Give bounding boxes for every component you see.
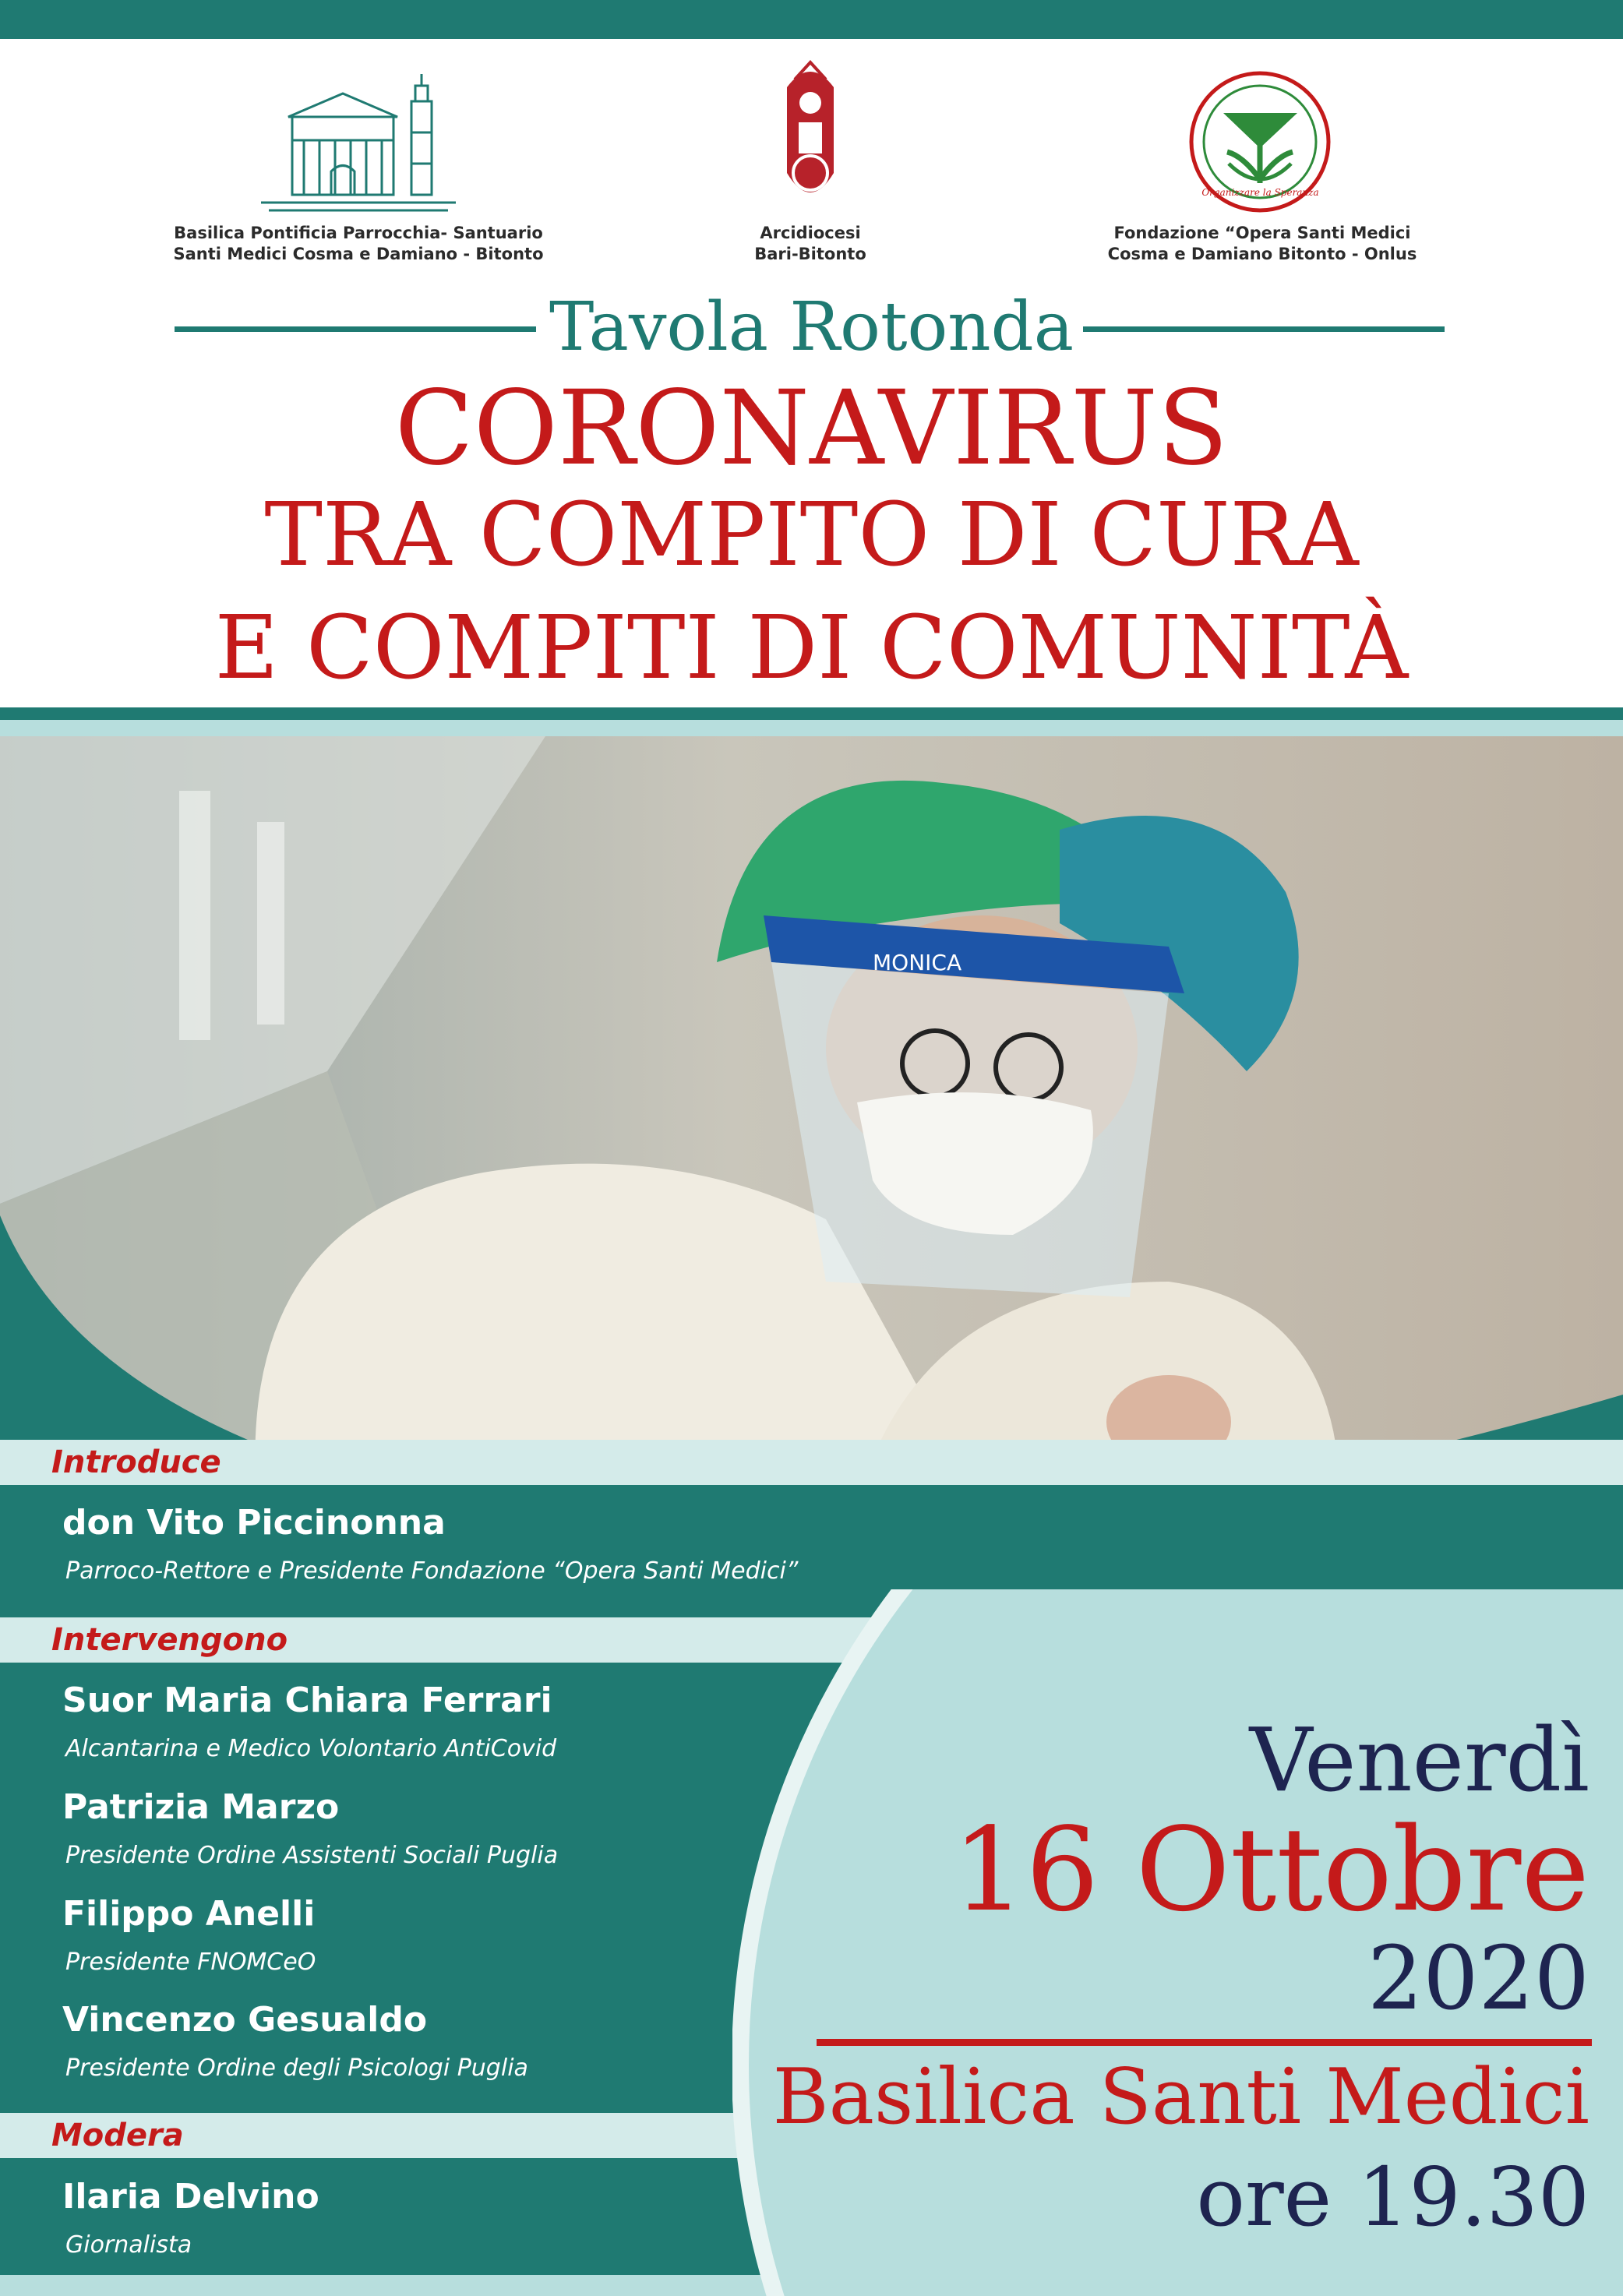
introducer-name: don Vito Piccinonna <box>62 1503 446 1543</box>
basilica-icon <box>257 70 460 218</box>
speaker-role: Presidente FNOMCeO <box>65 1949 316 1976</box>
moderator-role: Giornalista <box>65 2231 192 2259</box>
event-date: 16 Ottobre <box>952 1803 1589 1937</box>
speaker-name: Suor Maria Chiara Ferrari <box>62 1681 552 1720</box>
basilica-caption <box>156 223 561 265</box>
event-time: ore 19.30 <box>1196 2150 1589 2245</box>
foundation-caption-line-1: Fondazione “Opera Santi Medici <box>1113 224 1411 242</box>
moderator-label: Modera <box>51 2118 184 2153</box>
shield-label: MONICA <box>873 950 962 975</box>
title-line-2: TRA COMPITO DI CURA <box>264 485 1359 586</box>
moderator-name: Ilaria Delvino <box>62 2177 319 2217</box>
title-separator-light-band <box>0 720 1623 736</box>
event-weekday: Venerdì <box>1249 1710 1589 1811</box>
top-bar <box>0 0 1623 39</box>
basilica-logo <box>257 70 460 218</box>
speaker-name: Vincenzo Gesualdo <box>62 2000 428 2040</box>
speaker-role: Alcantarina e Medico Volontario AntiCovid <box>65 1735 557 1762</box>
speaker-role: Presidente Ordine Assistenti Sociali Puglia <box>65 1842 559 1869</box>
introduce-label: Introduce <box>51 1444 221 1480</box>
foundation-motto: Organizzare la Speranza <box>1201 187 1319 198</box>
foundation-caption-line-2: Cosma e Damiano Bitonto - Onlus <box>1107 245 1417 263</box>
title-line-1: CORONAVIRUS <box>394 369 1229 488</box>
speakers-label: Intervengono <box>51 1622 288 1658</box>
archdiocese-caption <box>693 223 927 265</box>
archdiocese-crest-icon <box>767 56 853 212</box>
event-venue: Basilica Santi Medici <box>772 2053 1589 2142</box>
title-line-3: E COMPITI DI COMUNITÀ <box>214 598 1409 699</box>
speaker-name: Filippo Anelli <box>62 1894 316 1934</box>
basilica-caption-line-1: Basilica Pontificia Parrocchia- Santuario <box>174 224 543 242</box>
archdiocese-logo <box>767 56 853 212</box>
foundation-logo <box>1188 70 1332 214</box>
speaker-role: Presidente Ordine degli Psicologi Puglia <box>65 2054 528 2082</box>
archdiocese-caption-line-1: Arcidiocesi <box>760 224 861 242</box>
foundation-caption <box>1067 223 1457 265</box>
basilica-caption-line-2: Santi Medici Cosma e Damiano - Bitonto <box>173 245 544 263</box>
introduce-label-band <box>0 1440 1623 1485</box>
archdiocese-caption-line-2: Bari-Bitonto <box>754 245 866 263</box>
date-venue-divider <box>817 2039 1592 2046</box>
event-subtitle: Tavola Rotonda <box>549 288 1074 366</box>
title-separator-band <box>0 707 1623 720</box>
event-year: 2020 <box>1367 1928 1589 2030</box>
introducer-role: Parroco-Rettore e Presidente Fondazione “Opera Santi Medici” <box>65 1557 799 1585</box>
speaker-name: Patrizia Marzo <box>62 1787 340 1827</box>
